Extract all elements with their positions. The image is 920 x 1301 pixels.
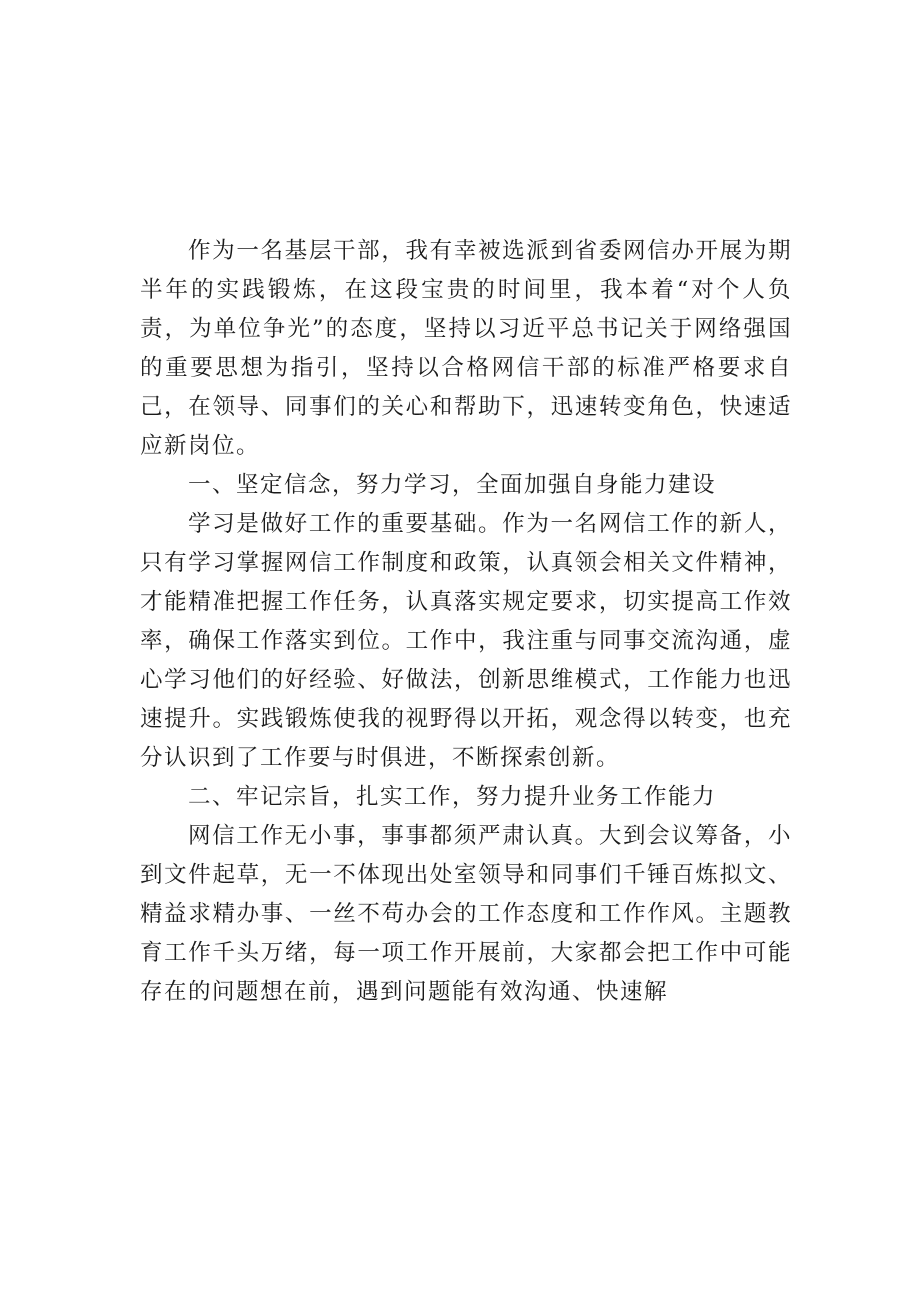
section-heading-1: 一、坚定信念，努力学习，全面加强自身能力建设 <box>188 472 717 498</box>
intro-paragraph: 作为一名基层干部，我有幸被选派到省委网信办开展为期半年的实践锻炼，在这段宝贵的时间里，我本着“对个人负责，为单位争光”的态度，坚持以习近平总书记关于网络强国的重要思想为指引，坚持以合格网信干部的标准严格要求自己，在领导、同事们的关心和帮助下，迅速转变角色，快速适应新岗位。 <box>140 238 792 459</box>
document-body <box>140 232 792 1012</box>
section-heading-2: 二、牢记宗旨，扎实工作，努力提升业务工作能力 <box>188 784 717 810</box>
section-2-paragraph: 网信工作无小事，事事都须严肃认真。大到会议筹备，小到文件起草，无一不体现出处室领导和同事们千锤百炼拟文、精益求精办事、一丝不苟办会的工作态度和工作作风。主题教育工作千头万绪，每一项工作开展前，大家都会把工作中可能存在的问题想在前，遇到问题能有效沟通、快速解 <box>140 823 792 1005</box>
section-1-paragraph: 学习是做好工作的重要基础。作为一名网信工作的新人，只有学习掌握网信工作制度和政策，认真领会相关文件精神，才能精准把握工作任务，认真落实规定要求，切实提高工作效率，确保工作落实到位。工作中，我注重与同事交流沟通，虚心学习他们的好经验、好做法，创新思维模式，工作能力也迅速提升。实践锻炼使我的视野得以开拓，观念得以转变，也充分认识到了工作要与时俱进，不断探索创新。 <box>140 511 792 771</box>
